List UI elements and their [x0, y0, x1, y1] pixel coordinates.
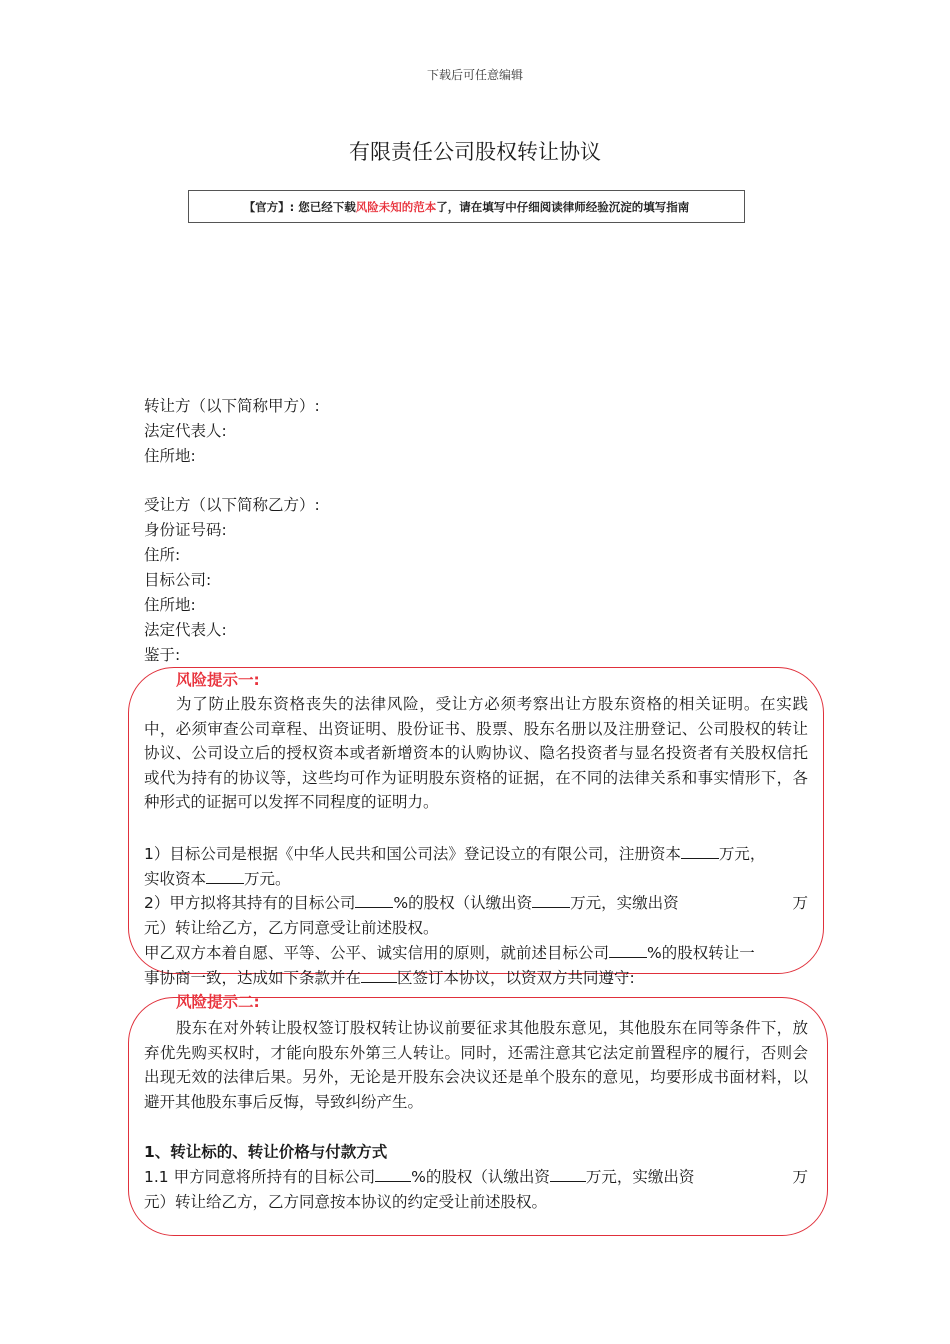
- signing-district-blank: [361, 968, 397, 983]
- header-note: 下载后可任意编辑: [426, 68, 523, 82]
- recital-1-text-a: 1）目标公司是根据《中华人民共和国公司法》登记设立的有限公司，注册资本: [144, 845, 681, 863]
- clause-1-1-text-a: 1.1 甲方同意将所持有的目标公司: [144, 1168, 376, 1186]
- recital-2-text-c: 万元，实缴出资: [570, 894, 679, 912]
- recital-3-text-b: %的股权转让一: [647, 944, 755, 962]
- recital-2-line-1: [144, 893, 808, 913]
- recital-2-text-b: %的股权（认缴出资: [393, 894, 533, 912]
- risk-note-2-body: 股东在对外转让股权签订股权转让协议前要征求其他股东意见，其他股东在同等条件下，放弃优先购买权时，才能向股东外第三人转让。同时，还需注意其它法定前置程序的履行，否则会出现无效的法律后果。另外，无论是开股东会决议还是单个股东的意见，均要形成书面材料，以避开其他股东事后反悔，导致纠纷产生。: [144, 1019, 808, 1111]
- recital-1-text-d: 万元。: [244, 870, 291, 888]
- residence-label: 住所:: [144, 546, 181, 564]
- equity-percent-blank: [355, 893, 393, 908]
- target-company-label: 目标公司:: [144, 571, 212, 589]
- recital-3-text-c: 事协商一致，达成如下条款并在: [144, 969, 362, 987]
- clause-1-1-text-d: 万: [792, 1168, 808, 1186]
- address-label-1: 住所地:: [144, 447, 196, 465]
- clause-equity-percent-blank: [375, 1167, 411, 1182]
- recital-2-text-a: 2）甲方拟将其持有的目标公司: [144, 894, 356, 912]
- paid-in-capital-blank: [206, 869, 244, 884]
- notice-prefix: 【官方】: 您已经下载: [243, 199, 356, 214]
- recital-1-line-1: [144, 844, 765, 864]
- recital-1-text-c: 实收资本: [144, 870, 207, 888]
- document-title: 有限责任公司股权转让协议: [349, 140, 601, 164]
- legal-rep-label-2: 法定代表人:: [144, 621, 227, 639]
- recital-2-text-e: 元）转让给乙方，乙方同意受让前述股权。: [144, 919, 439, 937]
- address-label-2: 住所地:: [144, 596, 196, 614]
- registered-capital-blank: [681, 844, 719, 859]
- recital-1-text-b: 万元，: [718, 845, 766, 863]
- recital-3-line-2: [144, 968, 635, 988]
- transferor-label: 转让方（以下简称甲方）:: [144, 397, 320, 415]
- clause-1-1-text-b: %的股权（认缴出资: [411, 1168, 550, 1186]
- risk-note-1-body: 为了防止股东资格丧失的法律风险，受让方必须考察出让方股东资格的相关证明。在实践中，必须审查公司章程、出资证明、股份证书、股票、股东名册以及注册登记、公司股权的转让协议、公司设立后的授权资本或者新增资本的认购协议、隐名投资者与显名投资者有关股权信托或代为持有的协议等，这些均可作为证明股东资格的证据，在不同的法律关系和事实情形下，各种形式的证据可以发挥不同程度的证明力。: [144, 695, 808, 811]
- notice-highlight: 风险未知的范本: [355, 199, 437, 214]
- whereas-label: 鉴于:: [144, 646, 181, 664]
- recital-2-text-d: 万: [792, 894, 808, 912]
- risk-note-2-title: 风险提示二:: [176, 993, 260, 1011]
- clause-1-1-line-1: [144, 1167, 808, 1187]
- recital-1-line-2: [144, 869, 291, 889]
- recital-3-text-d: 区签订本协议，以资双方共同遵守:: [397, 969, 635, 987]
- clause-subscribed-capital-blank: [550, 1167, 586, 1182]
- clause-1-1-text-e: 元）转让给乙方，乙方同意按本协议的约定受让前述股权。: [144, 1193, 548, 1211]
- recital-3-line-1: [144, 943, 755, 963]
- official-notice-box: [188, 190, 745, 223]
- subscribed-capital-blank: [532, 893, 570, 908]
- notice-suffix: 了，请在填写中仔细阅读律师经验沉淀的填写指南: [436, 199, 690, 214]
- recital-3-text-a: 甲乙双方本着自愿、平等、公平、诚实信用的原则，就前述目标公司: [144, 944, 610, 962]
- clause-1-1-text-c: 万元，实缴出资: [585, 1168, 695, 1186]
- transferee-label: 受让方（以下简称乙方）:: [144, 496, 320, 514]
- legal-rep-label-1: 法定代表人:: [144, 422, 227, 440]
- risk-note-1-title: 风险提示一:: [176, 671, 260, 689]
- section-1-heading: 1、转让标的、转让价格与付款方式: [144, 1143, 388, 1161]
- id-number-label: 身份证号码:: [144, 521, 227, 539]
- transfer-percent-blank: [609, 943, 647, 958]
